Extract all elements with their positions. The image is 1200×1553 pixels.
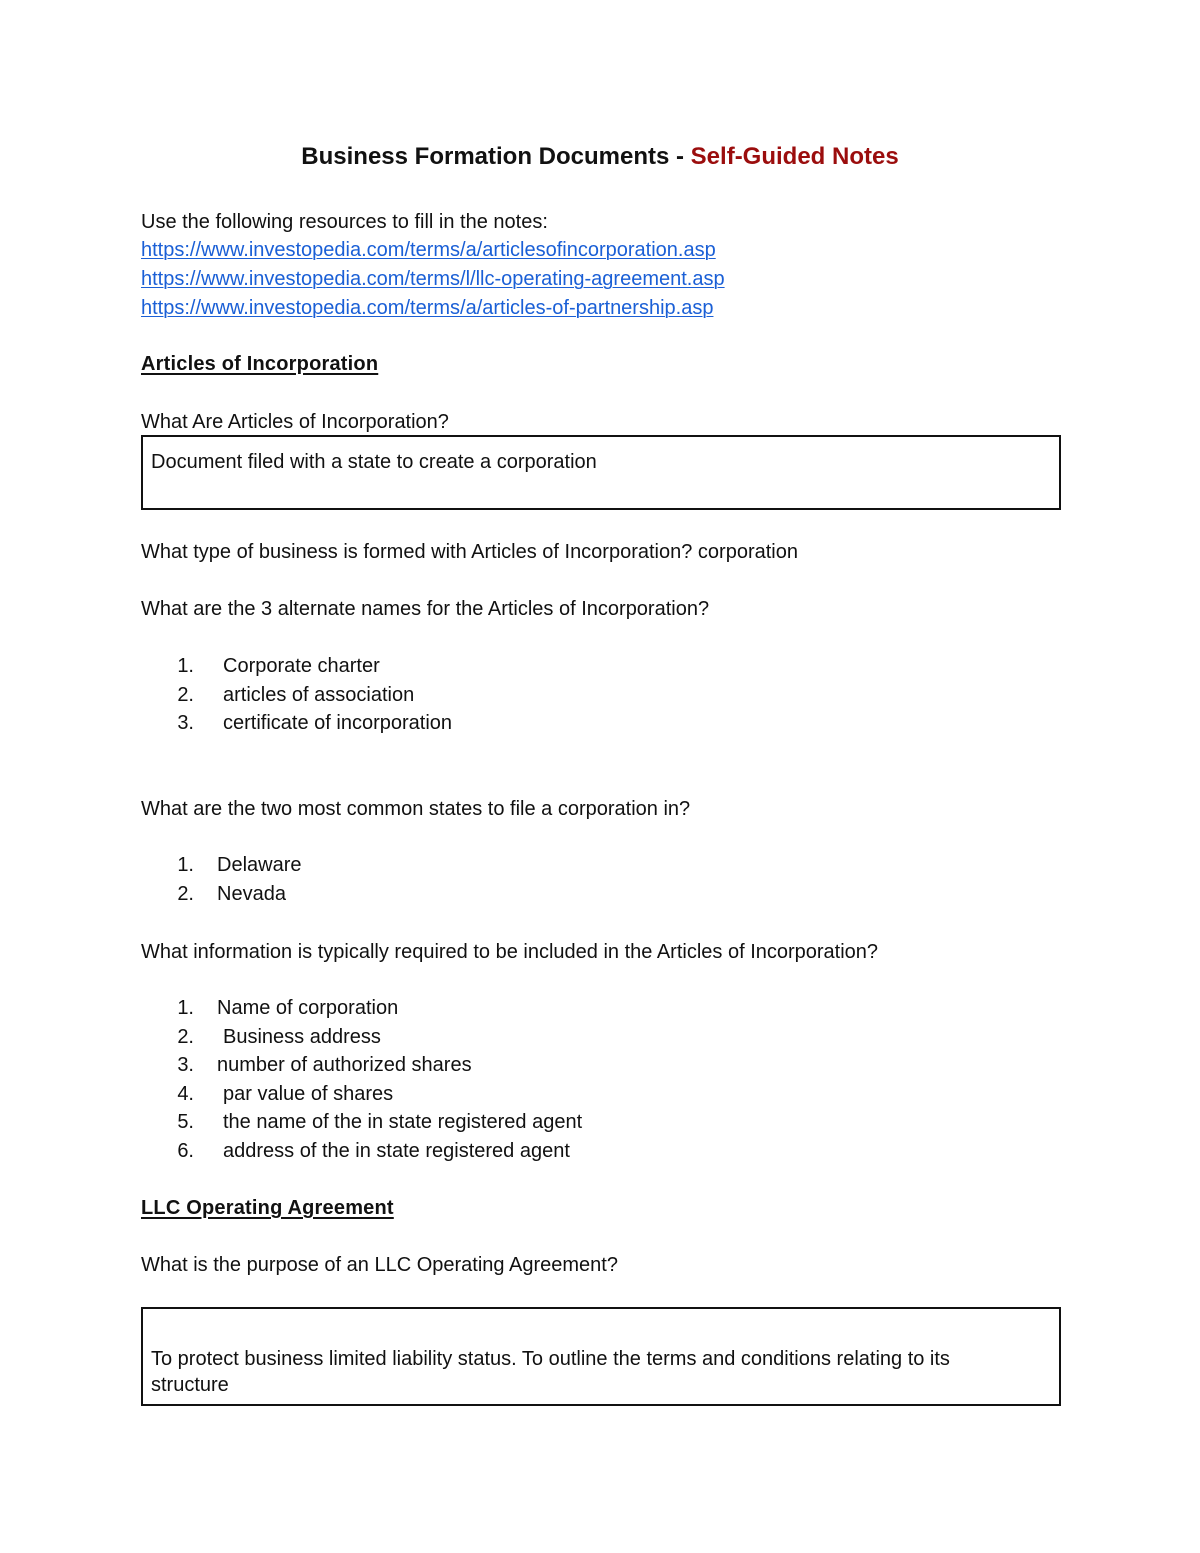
list-number: 2. bbox=[177, 1026, 194, 1048]
title-main: Business Formation Documents - bbox=[301, 143, 691, 170]
question-llc-purpose: What is the purpose of an LLC Operating Agreement? bbox=[141, 1254, 618, 1276]
question-required-info: What information is typically required to be included in the Articles of Incorporation? bbox=[141, 941, 879, 963]
list-number: 3. bbox=[177, 1054, 194, 1076]
question-business-type: What type of business is formed with Articles of Incorporation? corporation bbox=[141, 541, 798, 563]
list-number: 2. bbox=[177, 684, 194, 706]
answer-box-articles-definition bbox=[141, 435, 1061, 510]
answer-articles-definition: Document filed with a state to create a corporation bbox=[151, 451, 597, 473]
question-alternate-names: What are the 3 alternate names for the Articles of Incorporation? bbox=[141, 598, 710, 620]
list-item-text: number of authorized shares bbox=[217, 1054, 472, 1076]
section-heading-articles-of-incorporation: Articles of Incorporation bbox=[141, 353, 379, 375]
list-number: 1. bbox=[177, 854, 194, 876]
resource-link-articles-of-partnership[interactable]: https://www.investopedia.com/terms/a/articles-of-partnership.asp bbox=[141, 297, 714, 319]
list-item-text: the name of the in state registered agent bbox=[223, 1111, 583, 1133]
list-number: 1. bbox=[177, 997, 194, 1019]
list-item-text: Name of corporation bbox=[217, 997, 399, 1019]
answer-llc-purpose: To protect business limited liability status. To outline the terms and conditions relating to its structure bbox=[151, 1348, 950, 1396]
list-item-text: Business address bbox=[223, 1026, 381, 1048]
question-common-states: What are the two most common states to file a corporation in? bbox=[141, 798, 691, 820]
question-what-are-articles: What Are Articles of Incorporation? bbox=[141, 411, 449, 433]
page-title bbox=[0, 142, 1200, 172]
list-number: 4. bbox=[177, 1083, 194, 1105]
list-number: 1. bbox=[177, 655, 194, 677]
list-item-text: Delaware bbox=[217, 854, 302, 876]
resource-link-llc-operating-agreement[interactable]: https://www.investopedia.com/terms/l/llc-operating-agreement.asp bbox=[141, 268, 725, 290]
list-item-text: articles of association bbox=[223, 684, 415, 706]
list-item-text: certificate of incorporation bbox=[223, 712, 453, 734]
list-item-text: address of the in state registered agent bbox=[223, 1140, 570, 1162]
resource-link-articles-of-incorporation[interactable]: https://www.investopedia.com/terms/a/articlesofincorporation.asp bbox=[141, 239, 716, 261]
list-item-text: par value of shares bbox=[223, 1083, 394, 1105]
list-number: 2. bbox=[177, 883, 194, 905]
intro-text: Use the following resources to fill in the notes: bbox=[141, 211, 548, 233]
title-accent: Self-Guided Notes bbox=[690, 143, 899, 170]
list-item-text: Corporate charter bbox=[223, 655, 380, 677]
list-number: 3. bbox=[177, 712, 194, 734]
list-number: 5. bbox=[177, 1111, 194, 1133]
list-item-text: Nevada bbox=[217, 883, 286, 905]
answer-box-llc-purpose bbox=[141, 1307, 1061, 1406]
list-number: 6. bbox=[177, 1140, 194, 1162]
section-heading-llc-operating-agreement: LLC Operating Agreement bbox=[141, 1197, 394, 1219]
